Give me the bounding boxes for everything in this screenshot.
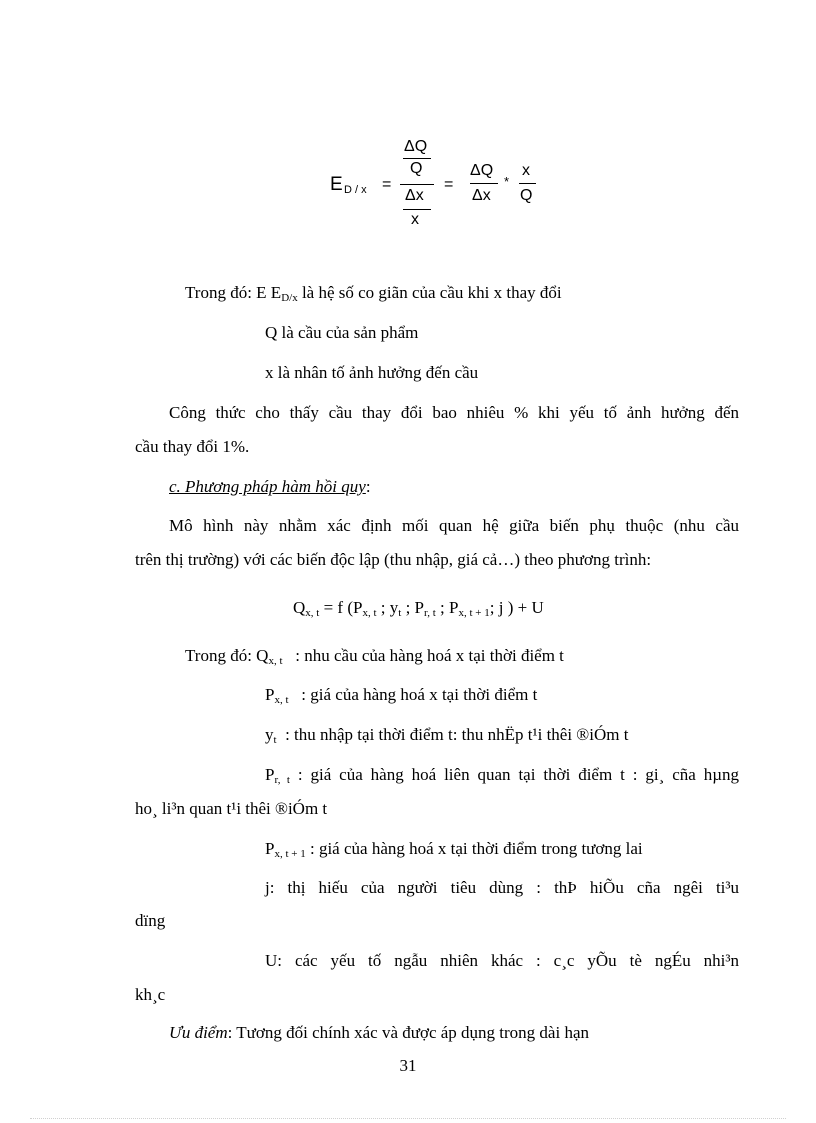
definition-elasticity: Trong đó: E $E_{D/x}$ là hệ số co giãn của cầu khi x thay đổi — [185, 283, 562, 304]
definition-yt: $y_t$ : thu nhập tại thời điểm t: thu nhËp t¹i thêi ®iÓm t — [265, 725, 629, 746]
formula-x-3: x — [522, 162, 530, 179]
fraction-bar-inner-bottom — [403, 209, 431, 210]
fraction-bar-inner-top — [403, 158, 431, 159]
formula-delta-x-bottom: Δx — [405, 187, 424, 204]
definition-j: j: thị hiếu của người tiêu dùng : thÞ hiÕu cña ngêi ti³u — [265, 878, 739, 897]
paragraph-model-line2: trên thị trường) với các biến độc lập (thu nhập, giá cả…) theo phương trình: — [135, 550, 652, 569]
definition-Prt-continued: ho¸ li³n quan t¹i thêi ®iÓm t — [135, 799, 328, 818]
definition-U-continued: kh¸c — [135, 985, 166, 1004]
fraction-bar-3 — [519, 183, 536, 184]
formula-x-bottom: x — [411, 211, 419, 228]
formula-equals-1: = — [382, 176, 392, 193]
advantage-line: Ưu điểm: Tương đối chính xác và được áp dụng trong dài hạn — [169, 1023, 589, 1042]
definition-Prt: $P_{r, t}$ : giá của hàng hoá liên quan tại thời điểm t : gi¸ cña hµng — [265, 765, 739, 786]
paragraph-model-line1: Mô hình này nhằm xác định mối quan hệ giữa biến phụ thuộc (nhu cầu — [169, 516, 739, 535]
formula-delta-Q-2: ΔQ — [470, 162, 494, 179]
formula-Q-top: Q — [410, 160, 423, 177]
definition-j-continued: dïng — [135, 911, 166, 930]
section-heading-regression: c. Phương pháp hàm hồi quy: — [169, 477, 371, 496]
formula-times: * — [504, 174, 510, 189]
definition-x: x là nhân tố ảnh hưởng đến cầu — [265, 363, 479, 382]
page-bottom-border — [30, 1118, 786, 1119]
paragraph-formula-meaning-line1: Công thức cho thấy cầu thay đổi bao nhiêu % khi yếu tố ảnh hưởng đến — [169, 403, 739, 422]
definition-Pxt: $P_{x, t}$ : giá của hàng hoá x tại thời điểm t — [265, 685, 538, 706]
formula-equals-2: = — [444, 176, 454, 193]
formula-Q-3: Q — [520, 187, 533, 204]
definition-Qxt: Trong đó: $Q_{x, t}$ : nhu cầu của hàng hoá x tại thời điểm t — [185, 646, 564, 667]
formula-E-subscript: D / x — [344, 184, 367, 196]
fraction-bar-2 — [470, 183, 498, 184]
regression-equation: $Q_{x, t} = f$ ($P_{x, t}$ ; $y_t$ ; $P_{r, t}$ ; $P_{x, t + 1}$; j ) + U — [293, 598, 544, 619]
definition-Pxt1: $P_{x, t + 1}$ : giá của hàng hoá x tại thời điểm trong tương lai — [265, 839, 643, 860]
page-number: 31 — [399, 1056, 417, 1075]
fraction-bar-main — [400, 184, 434, 185]
paragraph-formula-meaning-line2: cầu thay đổi 1%. — [135, 437, 250, 456]
formula-delta-x-2: Δx — [472, 187, 491, 204]
definition-U: U: các yếu tố ngẫu nhiên khác : c¸c yÕu tè ngÉu nhi³n — [265, 951, 739, 970]
definition-Q: Q là cầu của sản phẩm — [265, 323, 419, 342]
formula-delta-Q-top: ΔQ — [404, 138, 428, 155]
formula-E: E — [330, 174, 343, 195]
